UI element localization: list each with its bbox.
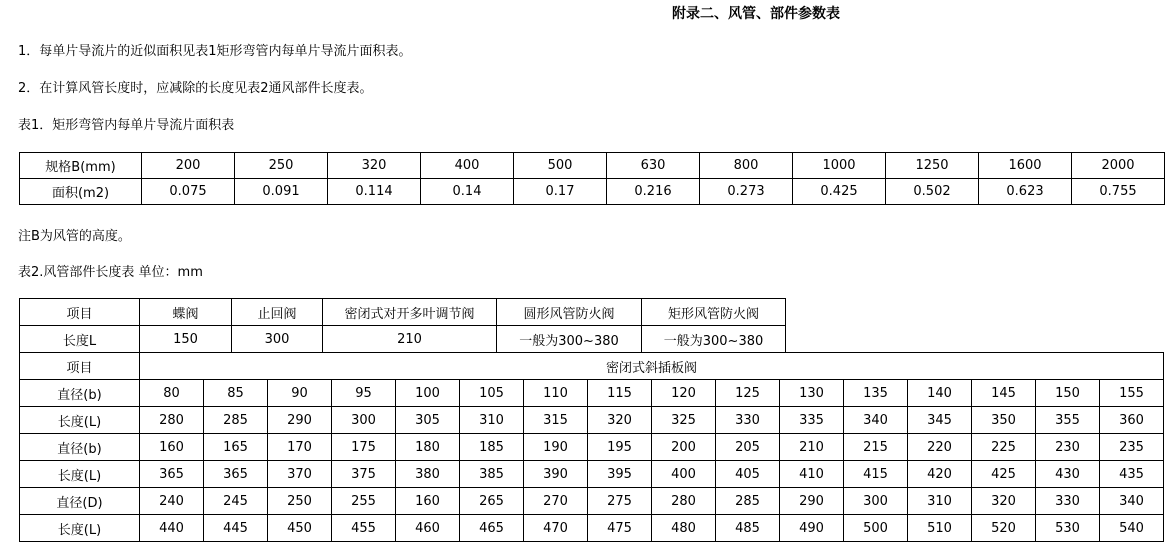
- table-cell: 圆形风管防火阀: [497, 299, 642, 326]
- table-cell: 325: [652, 407, 716, 434]
- table2-slide-gate-valve: [19, 352, 1164, 542]
- table-cell: 125: [716, 380, 780, 407]
- table-cell: 420: [908, 461, 972, 488]
- table-cell: 0.091: [235, 179, 328, 205]
- table-cell: 330: [716, 407, 780, 434]
- table-cell: 265: [460, 488, 524, 515]
- table2-caption: 表2.风管部件长度表 单位：mm: [18, 265, 203, 280]
- table-cell: 160: [140, 434, 204, 461]
- table-cell: 285: [716, 488, 780, 515]
- table-cell: 415: [844, 461, 908, 488]
- table-cell: 465: [460, 515, 524, 542]
- table-cell: 365: [140, 461, 204, 488]
- table-cell: 105: [460, 380, 524, 407]
- table-cell: 0.623: [979, 179, 1072, 205]
- table-cell: 475: [588, 515, 652, 542]
- table-cell: 0.114: [328, 179, 421, 205]
- table-cell: 290: [780, 488, 844, 515]
- table-cell: 210: [323, 326, 497, 353]
- table-cell: 长度(L): [20, 515, 140, 542]
- table-cell: 215: [844, 434, 908, 461]
- table-cell: 320: [588, 407, 652, 434]
- table-cell: 135: [844, 380, 908, 407]
- table-cell: 530: [1036, 515, 1100, 542]
- table-cell: 290: [268, 407, 332, 434]
- table2-valve-lengths: [19, 298, 786, 353]
- table-cell: 1600: [979, 153, 1072, 179]
- table-cell: 440: [140, 515, 204, 542]
- table-cell-span: 密闭式斜插板阀: [140, 353, 1164, 380]
- table-cell: 305: [396, 407, 460, 434]
- table-row: [20, 407, 1164, 434]
- table-cell: 2000: [1072, 153, 1165, 179]
- table-cell: 435: [1100, 461, 1164, 488]
- table-cell: 235: [1100, 434, 1164, 461]
- table-cell: 长度L: [20, 326, 140, 353]
- table-cell: 390: [524, 461, 588, 488]
- table-cell: 200: [652, 434, 716, 461]
- table-cell: 455: [332, 515, 396, 542]
- table-cell: 240: [140, 488, 204, 515]
- table-cell: 0.273: [700, 179, 793, 205]
- table-cell: 160: [396, 488, 460, 515]
- table-cell: 密闭式对开多叶调节阀: [323, 299, 497, 326]
- note-line-1: 1．每单片导流片的近似面积见表1矩形弯管内每单片导流片面积表。: [18, 44, 412, 59]
- table-row: [20, 515, 1164, 542]
- table-cell: 0.17: [514, 179, 607, 205]
- table-cell: 425: [972, 461, 1036, 488]
- table-cell: 180: [396, 434, 460, 461]
- table-cell: 225: [972, 434, 1036, 461]
- table-cell: 460: [396, 515, 460, 542]
- table-cell: 一般为300~380: [497, 326, 642, 353]
- table-cell: 165: [204, 434, 268, 461]
- table-cell: 110: [524, 380, 588, 407]
- table-cell: 210: [780, 434, 844, 461]
- table-cell: 面积(m2): [20, 179, 142, 205]
- table1-caption: 表1．矩形弯管内每单片导流片面积表: [18, 118, 235, 133]
- table2b-header-row: [20, 353, 1164, 380]
- table-cell: 90: [268, 380, 332, 407]
- table-cell: 400: [421, 153, 514, 179]
- table-cell: 1000: [793, 153, 886, 179]
- table-cell: 100: [396, 380, 460, 407]
- table-cell: 500: [514, 153, 607, 179]
- table-row: [20, 153, 1165, 179]
- table-cell: 255: [332, 488, 396, 515]
- table-cell: 370: [268, 461, 332, 488]
- table-cell: 315: [524, 407, 588, 434]
- table-row: [20, 488, 1164, 515]
- table-cell: 0.425: [793, 179, 886, 205]
- table-cell: 280: [652, 488, 716, 515]
- table-cell: 285: [204, 407, 268, 434]
- table2a-length-row: [20, 326, 786, 353]
- table-cell: 350: [972, 407, 1036, 434]
- table-cell: 直径(b): [20, 380, 140, 407]
- table-cell: 矩形风管防火阀: [642, 299, 786, 326]
- table-cell: 0.502: [886, 179, 979, 205]
- table-row: [20, 434, 1164, 461]
- table-cell: 85: [204, 380, 268, 407]
- table-cell: 250: [268, 488, 332, 515]
- table-cell: 320: [328, 153, 421, 179]
- table-cell: 150: [1036, 380, 1100, 407]
- table-cell: 340: [844, 407, 908, 434]
- table-cell: 300: [332, 407, 396, 434]
- table-cell: 0.755: [1072, 179, 1165, 205]
- table-cell: 485: [716, 515, 780, 542]
- table-cell: 140: [908, 380, 972, 407]
- table-cell: 380: [396, 461, 460, 488]
- table-cell: 80: [140, 380, 204, 407]
- table-cell: 185: [460, 434, 524, 461]
- table-cell: 540: [1100, 515, 1164, 542]
- table-cell: 480: [652, 515, 716, 542]
- table-cell: 300: [232, 326, 323, 353]
- table-cell: 190: [524, 434, 588, 461]
- table-cell: 1250: [886, 153, 979, 179]
- table-cell: 375: [332, 461, 396, 488]
- table-cell: 195: [588, 434, 652, 461]
- table-cell: 一般为300~380: [642, 326, 786, 353]
- table-cell: 规格B(mm): [20, 153, 142, 179]
- table-cell: 800: [700, 153, 793, 179]
- table-cell: 150: [140, 326, 232, 353]
- table-cell: 445: [204, 515, 268, 542]
- table-cell: 0.14: [421, 179, 514, 205]
- table-cell: 130: [780, 380, 844, 407]
- table-cell: 245: [204, 488, 268, 515]
- table-cell: 项目: [20, 353, 140, 380]
- table-cell: 直径(D): [20, 488, 140, 515]
- table-cell: 止回阀: [232, 299, 323, 326]
- table-cell: 275: [588, 488, 652, 515]
- table-cell: 145: [972, 380, 1036, 407]
- table-cell: 470: [524, 515, 588, 542]
- table-cell: 300: [844, 488, 908, 515]
- table-cell: 120: [652, 380, 716, 407]
- table-cell: 345: [908, 407, 972, 434]
- table-row: [20, 380, 1164, 407]
- table-cell: 520: [972, 515, 1036, 542]
- table-row: [20, 461, 1164, 488]
- table-cell: 405: [716, 461, 780, 488]
- table-cell: 510: [908, 515, 972, 542]
- table-cell: 430: [1036, 461, 1100, 488]
- table-cell: 170: [268, 434, 332, 461]
- table-cell: 0.216: [607, 179, 700, 205]
- table-cell: 330: [1036, 488, 1100, 515]
- table-cell: 220: [908, 434, 972, 461]
- table1-guide-vane-area: [19, 152, 1165, 205]
- table-cell: 长度(L): [20, 461, 140, 488]
- table-cell: 项目: [20, 299, 140, 326]
- table-cell: 直径(b): [20, 434, 140, 461]
- table-row: [20, 179, 1165, 205]
- table-cell: 310: [908, 488, 972, 515]
- table-cell: 335: [780, 407, 844, 434]
- note-line-2: 2．在计算风管长度时，应减除的长度见表2通风部件长度表。: [18, 81, 373, 96]
- table-cell: 395: [588, 461, 652, 488]
- table-cell: 310: [460, 407, 524, 434]
- table-cell: 490: [780, 515, 844, 542]
- table-cell: 蝶阀: [140, 299, 232, 326]
- table-cell: 340: [1100, 488, 1164, 515]
- table-cell: 200: [142, 153, 235, 179]
- table-cell: 155: [1100, 380, 1164, 407]
- table-cell: 410: [780, 461, 844, 488]
- table-cell: 115: [588, 380, 652, 407]
- table-cell: 365: [204, 461, 268, 488]
- table-cell: 630: [607, 153, 700, 179]
- table-cell: 355: [1036, 407, 1100, 434]
- table-cell: 95: [332, 380, 396, 407]
- table-cell: 250: [235, 153, 328, 179]
- note-b-height: 注B为风管的高度。: [18, 229, 131, 244]
- table-cell: 270: [524, 488, 588, 515]
- table-cell: 175: [332, 434, 396, 461]
- page-title: 附录二、风管、部件参数表: [672, 6, 840, 22]
- table-cell: 385: [460, 461, 524, 488]
- table-cell: 400: [652, 461, 716, 488]
- table-cell: 280: [140, 407, 204, 434]
- table-cell: 长度(L): [20, 407, 140, 434]
- table-cell: 0.075: [142, 179, 235, 205]
- table-cell: 230: [1036, 434, 1100, 461]
- table-cell: 320: [972, 488, 1036, 515]
- table2a-header-row: [20, 299, 786, 326]
- table-cell: 205: [716, 434, 780, 461]
- table-cell: 450: [268, 515, 332, 542]
- table-cell: 360: [1100, 407, 1164, 434]
- table-cell: 500: [844, 515, 908, 542]
